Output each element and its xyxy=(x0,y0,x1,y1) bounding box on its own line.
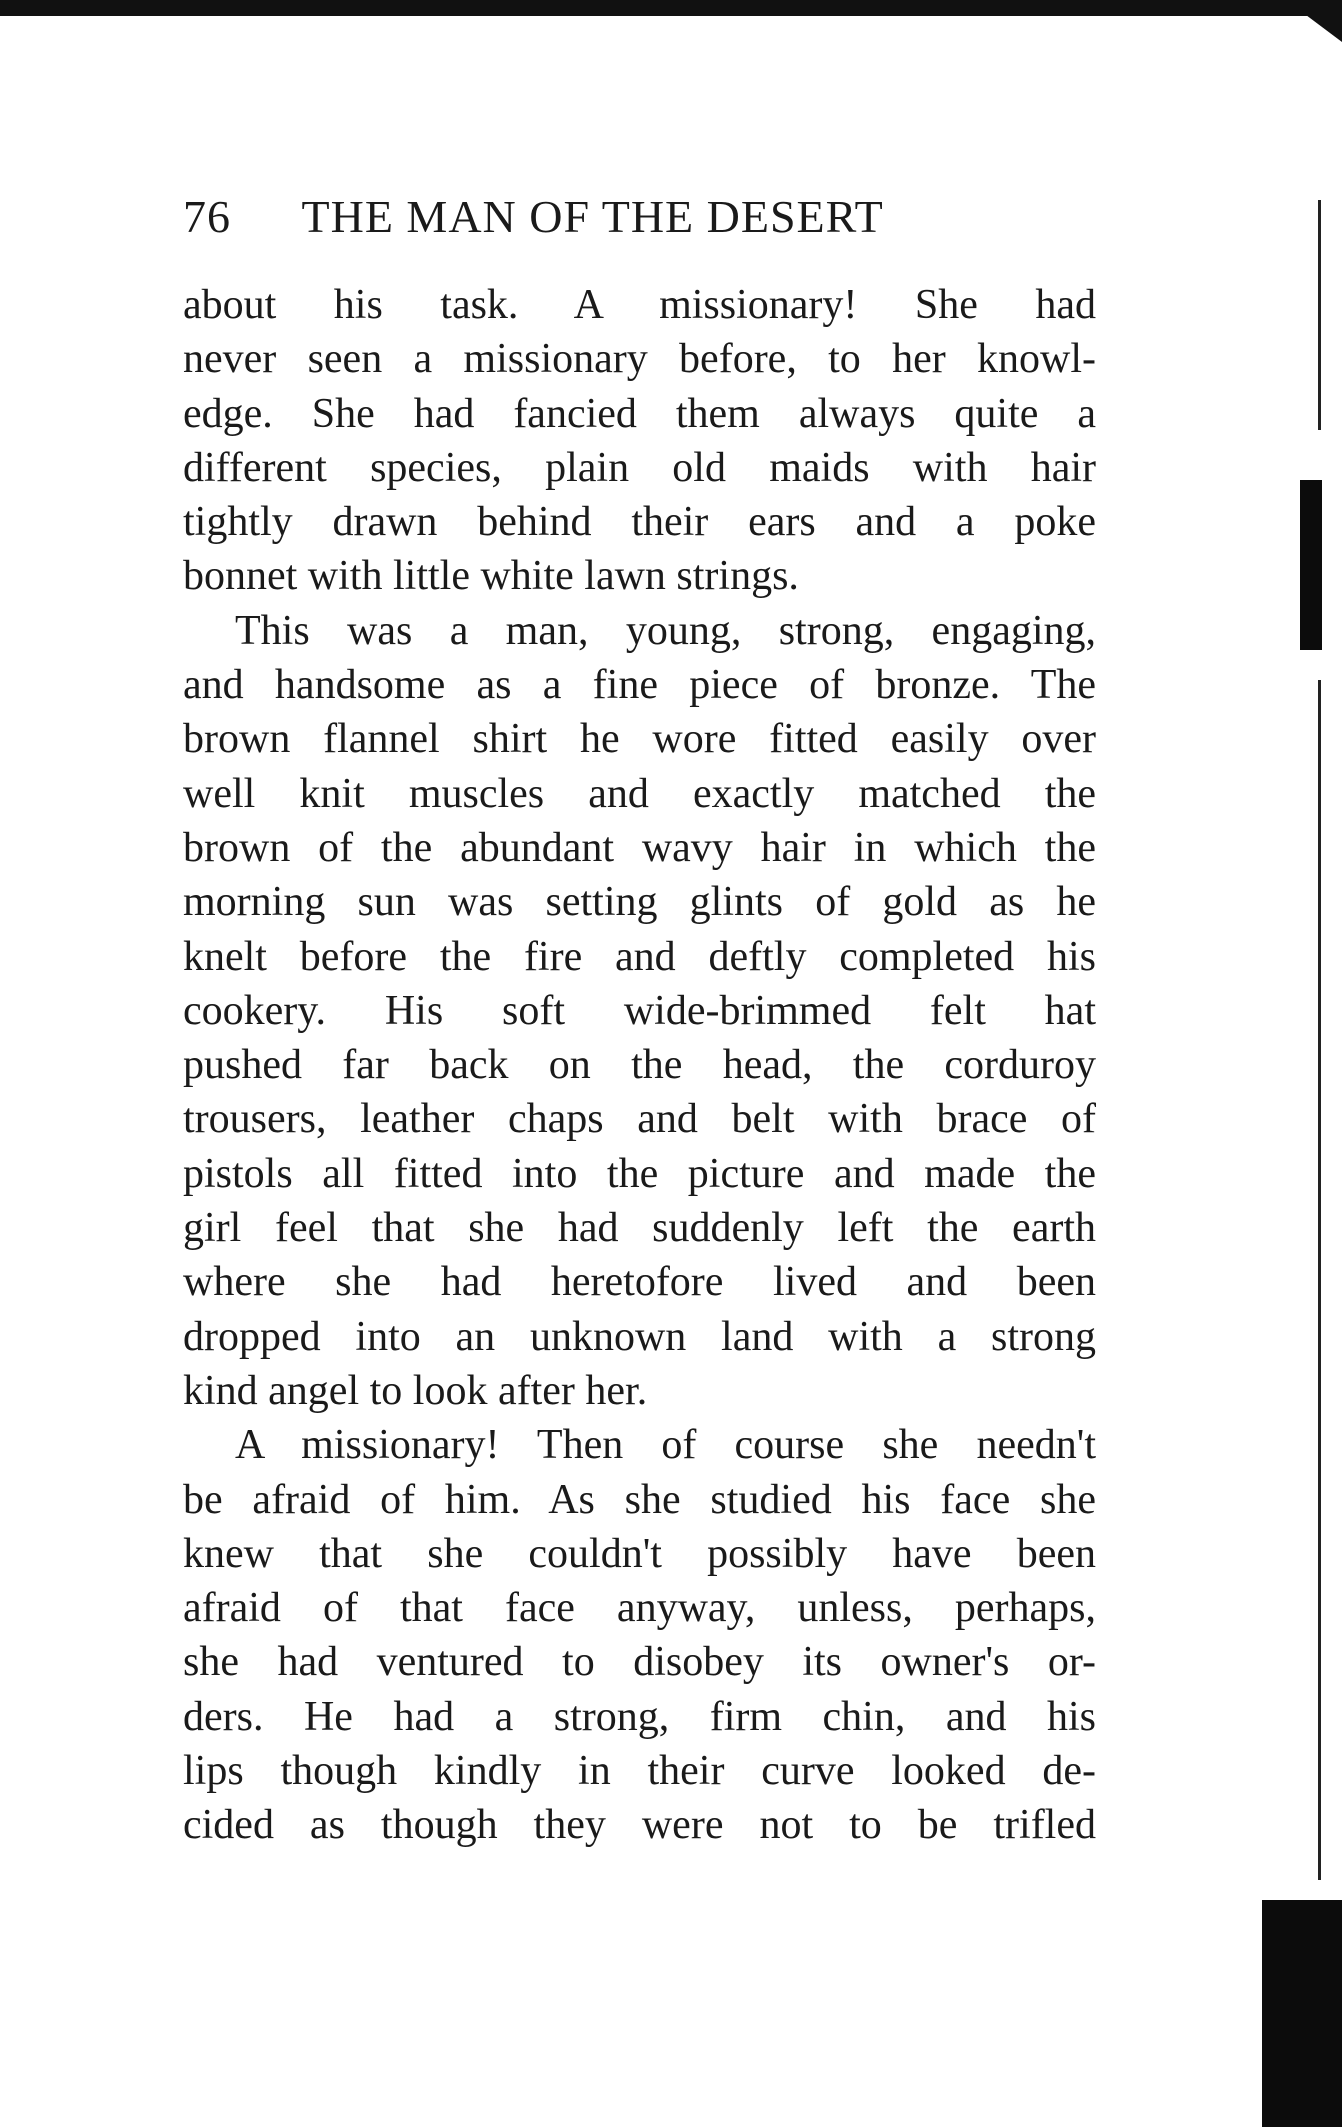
top-edge-shadow-tip xyxy=(1302,12,1342,42)
text-line: different species, plain old maids with hair xyxy=(183,444,1096,491)
right-margin-edge xyxy=(1318,200,1321,430)
text-line: trousers, leather chaps and belt with brace of xyxy=(183,1096,1096,1143)
text-line: knew that she couldn't possibly have been xyxy=(183,1530,1096,1577)
text-line: and handsome as a fine piece of bronze. The xyxy=(183,662,1096,709)
page-body xyxy=(183,278,1096,1853)
text-line: pushed far back on the head, the corduroy xyxy=(183,1042,1096,1089)
text-line: tightly drawn behind their ears and a poke xyxy=(183,499,1096,546)
text-line: about his task. A missionary! She had xyxy=(183,282,1096,328)
text-line: This was a man, young, strong, engaging, xyxy=(235,607,1096,654)
text-line: brown flannel shirt he wore fitted easily over xyxy=(183,716,1096,763)
text-line: kind angel to look after her. xyxy=(183,1367,648,1414)
text-line: girl feel that she had suddenly left the earth xyxy=(183,1205,1096,1252)
right-margin-edge xyxy=(1318,680,1321,1880)
text-line: A missionary! Then of course she needn't xyxy=(235,1422,1096,1469)
text-line: cookery. His soft wide-brimmed felt hat xyxy=(183,987,1096,1034)
right-margin-mark xyxy=(1300,480,1322,650)
paragraph xyxy=(183,604,1096,1418)
text-line: morning sun was setting glints of gold as he xyxy=(183,879,1096,926)
text-line: edge. She had fancied them always quite a xyxy=(183,390,1096,437)
right-margin-mark xyxy=(1262,1900,1342,2127)
text-line: cided as though they were not to be trifled xyxy=(183,1802,1096,1849)
text-line: she had ventured to disobey its owner's or- xyxy=(183,1639,1096,1686)
text-line: ders. He had a strong, firm chin, and his xyxy=(183,1693,1096,1740)
page-number: 76 xyxy=(183,191,231,242)
text-line: afraid of that face anyway, unless, perhaps, xyxy=(183,1585,1096,1632)
text-line: bonnet with little white lawn strings. xyxy=(183,553,799,600)
text-line: never seen a missionary before, to her knowl- xyxy=(183,336,1096,383)
top-edge-shadow xyxy=(0,0,1342,16)
text-line: where she had heretofore lived and been xyxy=(183,1259,1096,1306)
text-line: be afraid of him. As she studied his face she xyxy=(183,1476,1096,1523)
text-line: pistols all fitted into the picture and made the xyxy=(183,1150,1096,1197)
text-line: knelt before the fire and deftly completed his xyxy=(183,933,1096,980)
page-header xyxy=(183,190,1083,250)
text-line: dropped into an unknown land with a strong xyxy=(183,1313,1096,1360)
text-line: brown of the abundant wavy hair in which the xyxy=(183,824,1096,871)
running-title: THE MAN OF THE DESERT xyxy=(301,191,884,242)
paragraph xyxy=(183,278,1096,604)
text-line: lips though kindly in their curve looked de- xyxy=(183,1748,1096,1795)
paragraph xyxy=(183,1418,1096,1852)
text-line: well knit muscles and exactly matched the xyxy=(183,770,1096,817)
